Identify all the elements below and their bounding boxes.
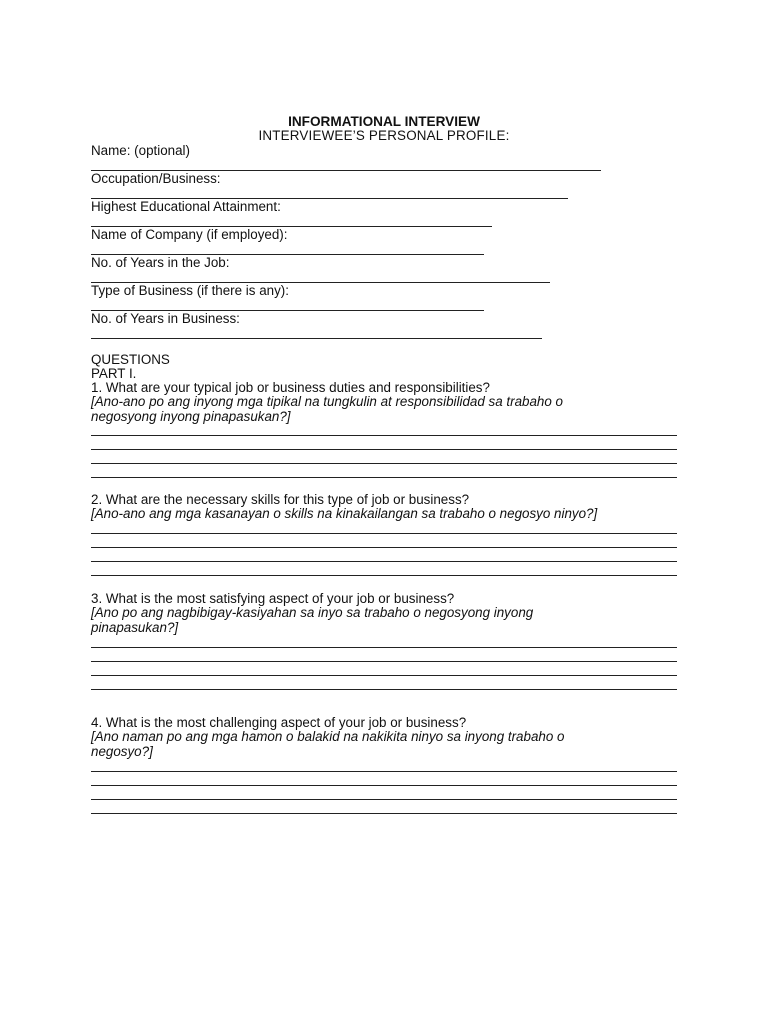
answer-line[interactable] bbox=[91, 813, 677, 814]
answer-line[interactable] bbox=[91, 547, 677, 548]
question-2-translation-line-1: [Ano-ano ang mga kasanayan o skills na kinakailangan sa trabaho o negosyo ninyo?] bbox=[91, 506, 598, 521]
answer-line[interactable] bbox=[91, 449, 677, 450]
question-2-text: 2. What are the necessary skills for this type of job or business? bbox=[91, 492, 470, 507]
question-4-translation-line-1: [Ano naman po ang mga hamon o balakid na nakikita ninyo sa inyong trabaho o bbox=[91, 729, 565, 744]
question-4-text: 4. What is the most challenging aspect of your job or business? bbox=[91, 715, 467, 730]
field-label-company: Name of Company (if employed): bbox=[91, 227, 288, 242]
field-line-years-business[interactable] bbox=[91, 338, 542, 339]
answer-line[interactable] bbox=[91, 771, 677, 772]
question-2 bbox=[91, 492, 691, 522]
question-3 bbox=[91, 591, 691, 635]
answer-line[interactable] bbox=[91, 477, 677, 478]
answer-line[interactable] bbox=[91, 435, 677, 436]
answer-line[interactable] bbox=[91, 561, 677, 562]
document-title: INFORMATIONAL INTERVIEW bbox=[288, 114, 480, 129]
document-subtitle: INTERVIEWEE’S PERSONAL PROFILE: bbox=[258, 128, 510, 143]
field-label-education: Highest Educational Attainment: bbox=[91, 199, 281, 214]
part-label: PART I. bbox=[91, 366, 137, 381]
question-1 bbox=[91, 380, 691, 424]
question-4 bbox=[91, 715, 691, 759]
answer-line[interactable] bbox=[91, 799, 677, 800]
question-3-translation-line-1: [Ano po ang nagbibigay-kasiyahan sa inyo sa trabaho o negosyong inyong bbox=[91, 605, 534, 620]
answer-line[interactable] bbox=[91, 533, 677, 534]
question-4-translation-line-2: negosyo?] bbox=[91, 743, 153, 759]
field-label-years-job: No. of Years in the Job: bbox=[91, 255, 230, 270]
field-label-occupation: Occupation/Business: bbox=[91, 171, 221, 186]
field-label-name: Name: (optional) bbox=[91, 143, 190, 158]
answer-line[interactable] bbox=[91, 675, 677, 676]
questions-heading: QUESTIONS bbox=[91, 352, 170, 367]
question-1-translation-line-2: negosyong inyong pinapasukan?] bbox=[91, 408, 291, 424]
answer-line[interactable] bbox=[91, 647, 677, 648]
answer-line[interactable] bbox=[91, 661, 677, 662]
answer-line[interactable] bbox=[91, 463, 677, 464]
answer-line[interactable] bbox=[91, 785, 677, 786]
answer-line[interactable] bbox=[91, 689, 677, 690]
question-1-translation-line-1: [Ano-ano po ang inyong mga tipikal na tungkulin at responsibilidad sa trabaho o bbox=[91, 394, 563, 409]
question-3-text: 3. What is the most satisfying aspect of your job or business? bbox=[91, 591, 455, 606]
field-label-years-business: No. of Years in Business: bbox=[91, 311, 240, 326]
question-3-translation-line-2: pinapasukan?] bbox=[91, 619, 179, 635]
answer-line[interactable] bbox=[91, 575, 677, 576]
question-1-text: 1. What are your typical job or business duties and responsibilities? bbox=[91, 380, 490, 395]
field-label-business-type: Type of Business (if there is any): bbox=[91, 283, 289, 298]
